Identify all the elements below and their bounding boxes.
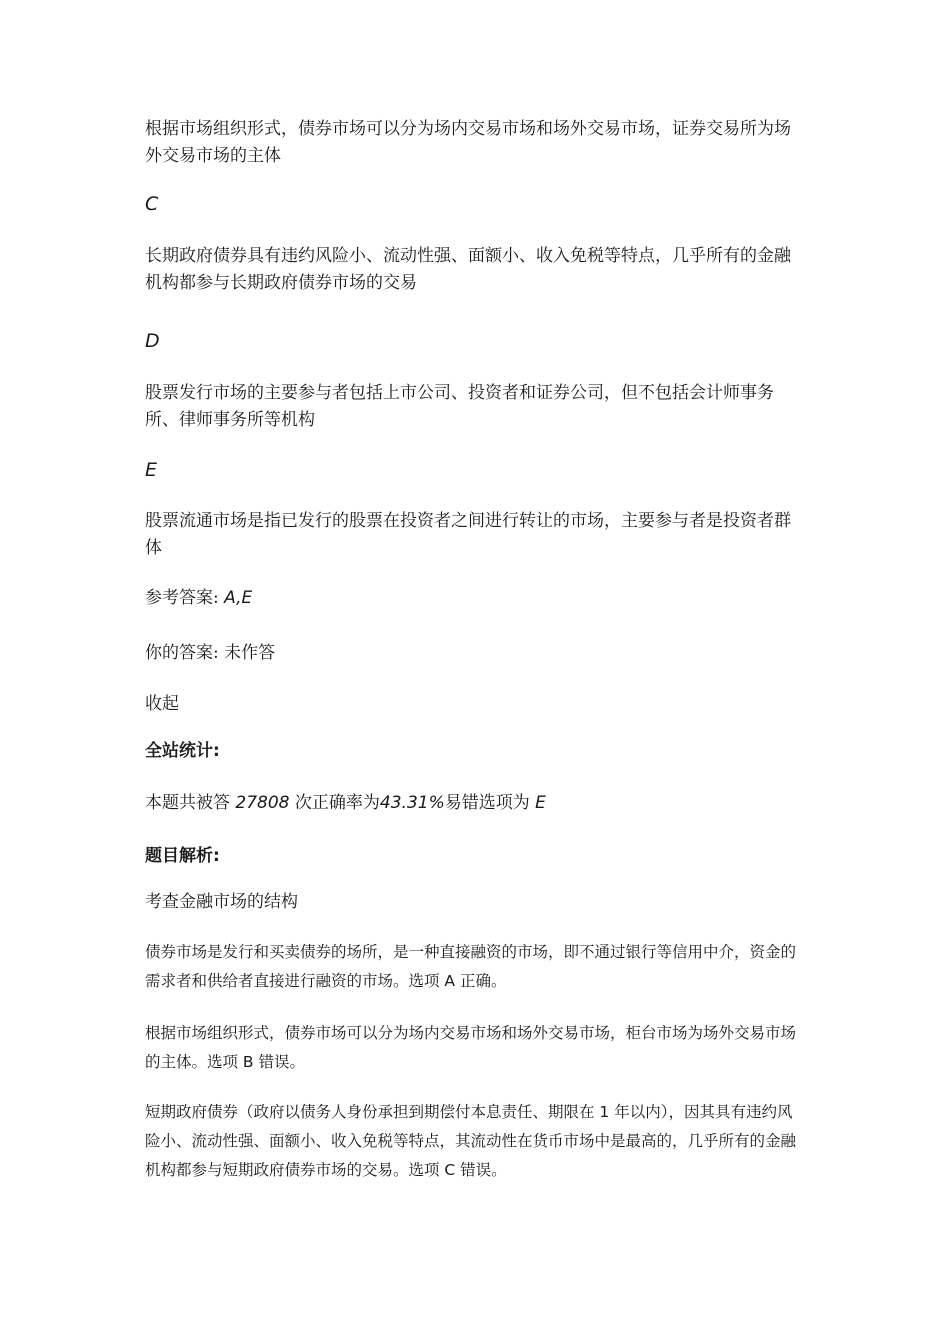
analysis-topic: 考查金融市场的结构 [145,892,298,912]
option-d-letter: D [145,330,160,352]
option-d-text: 股票发行市场的主要参与者包括上市公司、投资者和证券公司，但不包括会计师事务所、律师事务所等机构 [145,383,774,430]
reference-answer [145,585,805,612]
option-c-text: 长期政府债券具有违约风险小、流动性强、面额小、收入免税等特点，几乎所有的金融机构都参与长期政府债券市场的交易 [145,246,791,293]
stats-rate: 43.31% [379,793,445,813]
stats-suffix: 易错选项为 [444,793,530,813]
option-e-text: 股票流通市场是指已发行的股票在投资者之间进行转让的市场，主要参与者是投资者群体 [145,511,791,558]
stats-middle: 次正确率为 [294,793,380,813]
your-answer-value: 未作答 [224,643,276,663]
analysis-paragraph-a: 债券市场是发行和买卖债券的场所，是一种直接融资的市场，即不通过银行等信用中介，资金的需求者和供给者直接进行融资的市场。选项 A 正确。 [145,943,797,990]
reference-answer-value: A,E [224,588,253,608]
analysis-paragraph-b: 根据市场组织形式，债券市场可以分为场内交易市场和场外交易市场，柜台市场为场外交易市场的主体。选项 B 错误。 [145,1024,797,1071]
your-answer-label: 你的答案: [145,643,219,663]
stats-wrong-option: E [535,793,546,813]
collapse-button[interactable]: 收起 [145,694,179,714]
option-e-letter: E [145,459,158,481]
your-answer [145,640,805,667]
reference-answer-label: 参考答案: [145,588,219,608]
stats-prefix: 本题共被答 [145,793,230,813]
option-b-text: 根据市场组织形式，债券市场可以分为场内交易市场和场外交易市场，证券交易所为场外交易市场的主体 [145,119,791,166]
stats-count: 27808 [235,793,290,813]
analysis-paragraph-c: 短期政府债券（政府以债务人身份承担到期偿付本息责任、期限在 1 年以内），因其具有违约风险小、流动性强、面额小、收入免税等特点，其流动性在货币市场中是最高的，几乎所有的金融机构都参与短期政府债券市场的交易。选项 C 错误。 [145,1103,797,1179]
analysis-heading: 题目解析: [145,846,220,866]
option-c-letter: C [145,193,159,215]
stats-heading: 全站统计: [145,741,220,761]
stats-line [145,790,805,817]
